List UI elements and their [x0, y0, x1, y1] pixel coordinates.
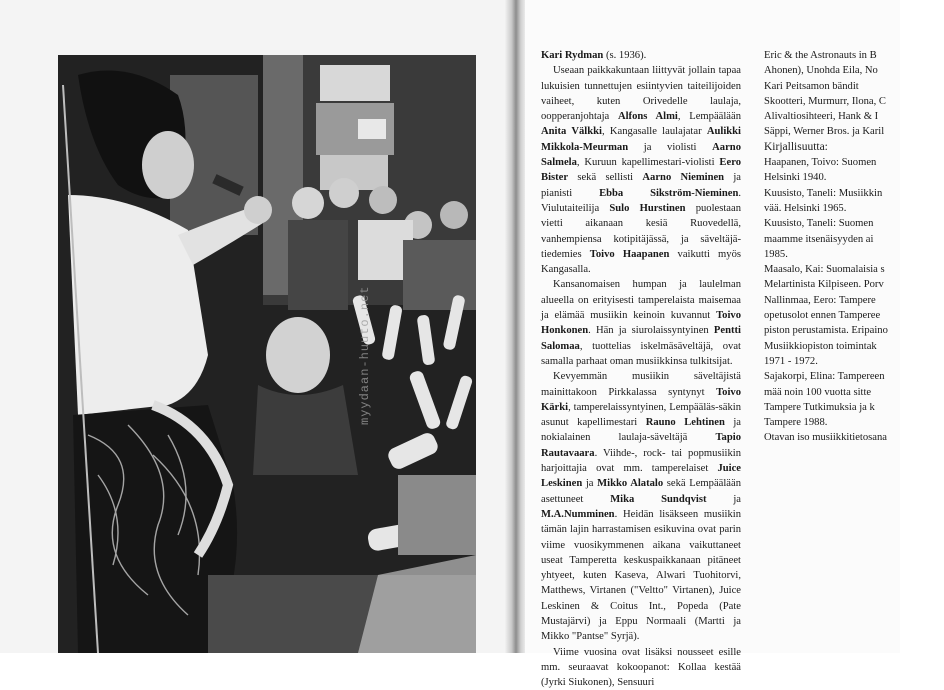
reference-line: Tampere 1988.	[764, 417, 828, 429]
text-run: . Viihde-, rock- tai popmusiikin harjoittajia ovat mm. tamperelaiset	[541, 447, 741, 475]
reference-line: Haapanen, Toivo: Suomen	[764, 157, 877, 169]
column2-line: Säppi, Werner Bros. ja Karil	[764, 126, 885, 138]
text-run: vaikutti myös Kangasalla.	[541, 248, 741, 276]
reference-line: Helsinki 1940.	[764, 172, 827, 184]
concert-photo-graphic	[58, 55, 476, 653]
person-name: Tapio Rautavaara	[541, 432, 741, 459]
person-name: Eero Bister	[541, 157, 741, 184]
text-run: ja	[582, 478, 598, 490]
person-name: Mika Sundqvist	[610, 493, 707, 505]
person-name: Ebba Sikström-Nieminen	[599, 187, 739, 199]
text-run: , tamperelaissyntyinen, Lempääläs-säkin asunut kapellimestari	[541, 401, 741, 429]
reference-line: vää. Helsinki 1965.	[764, 202, 847, 214]
reference-line: maamme itsenäisyyden ai	[764, 233, 874, 245]
reference-line: Kuusisto, Taneli: Suomen	[764, 218, 874, 230]
text-run: ja pianisti	[541, 172, 742, 199]
text-run: sekä Lempäälään asettuneet	[541, 478, 741, 505]
column2-line: Kari Peitsamon bändit	[764, 80, 859, 92]
text-run: ja violisti	[628, 141, 713, 153]
reference-line: mää noin 100 vuotta sitte	[764, 386, 872, 398]
person-name: Pentti Salomaa	[541, 325, 741, 352]
text-run: , Kuruun kapellimestari-violisti	[576, 157, 720, 169]
text-column-1	[541, 48, 741, 690]
person-name: Sulo Hurstinen	[609, 202, 686, 214]
text-run: sekä sellisti	[568, 172, 643, 184]
paragraph-4	[541, 369, 741, 644]
reference-line: Melartinista Kilpiseen. Porv	[764, 279, 884, 291]
reference-line: opetusolot ennen Tamperee	[764, 310, 881, 322]
text-run: , Kangasalle laulajatar	[601, 126, 707, 138]
watermark-text: myydaan-huuto.net	[358, 285, 372, 425]
person-name: Toivo Kärki	[541, 386, 741, 413]
person-name: Mikko Alatalo	[597, 478, 664, 490]
person-name: Rauno Lehtinen	[645, 417, 725, 429]
column2-line: Alivaltiosihteeri, Hank & I	[764, 111, 879, 123]
concert-photo	[58, 55, 476, 653]
reference-line: 1971 - 1972.	[764, 355, 818, 367]
text-column-2	[764, 48, 944, 446]
person-name: Toivo Haapanen	[589, 248, 670, 260]
text-run: . Hän ja siurolaissyntyinen	[588, 325, 714, 337]
text-run: Viime vuosina ovat lisäksi nousseet esille mm. seuraavat kokoopanot: Kollaa kestää (Jyrki Siukonen), Sensuuri	[541, 646, 741, 689]
person-name: Aulikki Mikkola-Meurman	[541, 126, 741, 153]
text-run: Kevyemmän musiikin säveltäjistä mainittakoon Pirkkalassa syntynyt	[541, 371, 741, 398]
person-name: Alfons Almi	[617, 111, 678, 123]
text-run: ja nokialainen laulaja-säveltäjä	[541, 417, 741, 444]
text-run: puolestaan vietti aikanaan kesiä Ruovedellä, vanhempiensa kotipitäjässä, ja säveltäjä-tiedemies	[541, 202, 741, 260]
book-gutter	[505, 0, 527, 653]
text-run: , Lempäälään	[677, 111, 741, 123]
column2-line: Skootteri, Murmurr, Ilona, C	[764, 95, 886, 107]
text-run: . Viulutaiteilija	[541, 187, 742, 214]
text-run: . Heidän lisäkseen musiikin tämän lajin harrastamisen esikuvina ovat parin viime vuosikymmenen aikana vaikuttaneet useat Tamperetta keskuspaikkanaan pitäneet yhtyeet, kuten Kaseva, Alwari Tuohitorvi, Matthews, Virtanen ("Veltto" Virtanen), Juice Leskinen & Coitus Int., Popeda (Pate Mustajärvi) ja Eppu Normaali (Martti ja Mikko "Pantse" Syrjä).	[541, 508, 741, 643]
reference-line: piston perustamista. Eripaino	[764, 325, 888, 337]
reference-line: Sajakorpi, Elina: Tampereen	[764, 371, 885, 383]
person-name: Juice Leskinen	[541, 463, 741, 490]
reference-line: Kuusisto, Taneli: Musiikkin	[764, 187, 883, 199]
text-run: , tuottelias iskelmäsäveltäjä, ovat samalla parhaat oman musiikkinsa tulkitsijat.	[541, 340, 741, 367]
reference-line: Tampere Tutkimuksia ja k	[764, 401, 875, 413]
person-name: M.A.Numminen	[541, 508, 615, 520]
section-title: Kirjallisuutta:	[764, 140, 828, 153]
reference-line: Musiikkiopiston toimintak	[764, 340, 877, 352]
person-name: Kari Rydman	[541, 50, 604, 61]
paragraph-3	[541, 277, 741, 369]
paragraph-2	[541, 63, 741, 277]
text-run: Useaan paikkakuntaan liittyvät jollain tapaa lukuisien tunnettujen esiintyvien taiteilijoiden vaiheet, kuten Orivedelle laulaja, oopperanjohtaja	[541, 65, 741, 123]
person-name: Anita Välkki	[541, 126, 602, 138]
column2-line: Ahonen), Unohda Eila, No	[764, 65, 878, 77]
reference-line: Otavan iso musiikkitietosana	[764, 432, 887, 444]
person-name: Toivo Honkonen	[541, 310, 741, 337]
person-name: Aarno Nieminen	[642, 172, 725, 184]
paragraph-1	[541, 48, 741, 63]
text-run: Kansanomaisen humpan ja laulelman alueella on erityisesti tamperelaista maisemaa ja elämää musiikin keinoin kuvannut	[541, 279, 741, 322]
text-run: (s. 1936).	[603, 50, 647, 61]
column2-line: Eric & the Astronauts in B	[764, 50, 877, 61]
person-name: Aarno Salmela	[541, 141, 741, 169]
paragraph-5	[541, 645, 741, 690]
reference-line: Nallinmaa, Eero: Tampere	[764, 294, 876, 306]
reference-line: Maasalo, Kai: Suomalaisia s	[764, 264, 885, 276]
reference-line: 1985.	[764, 248, 788, 260]
text-run: ja	[706, 493, 741, 505]
